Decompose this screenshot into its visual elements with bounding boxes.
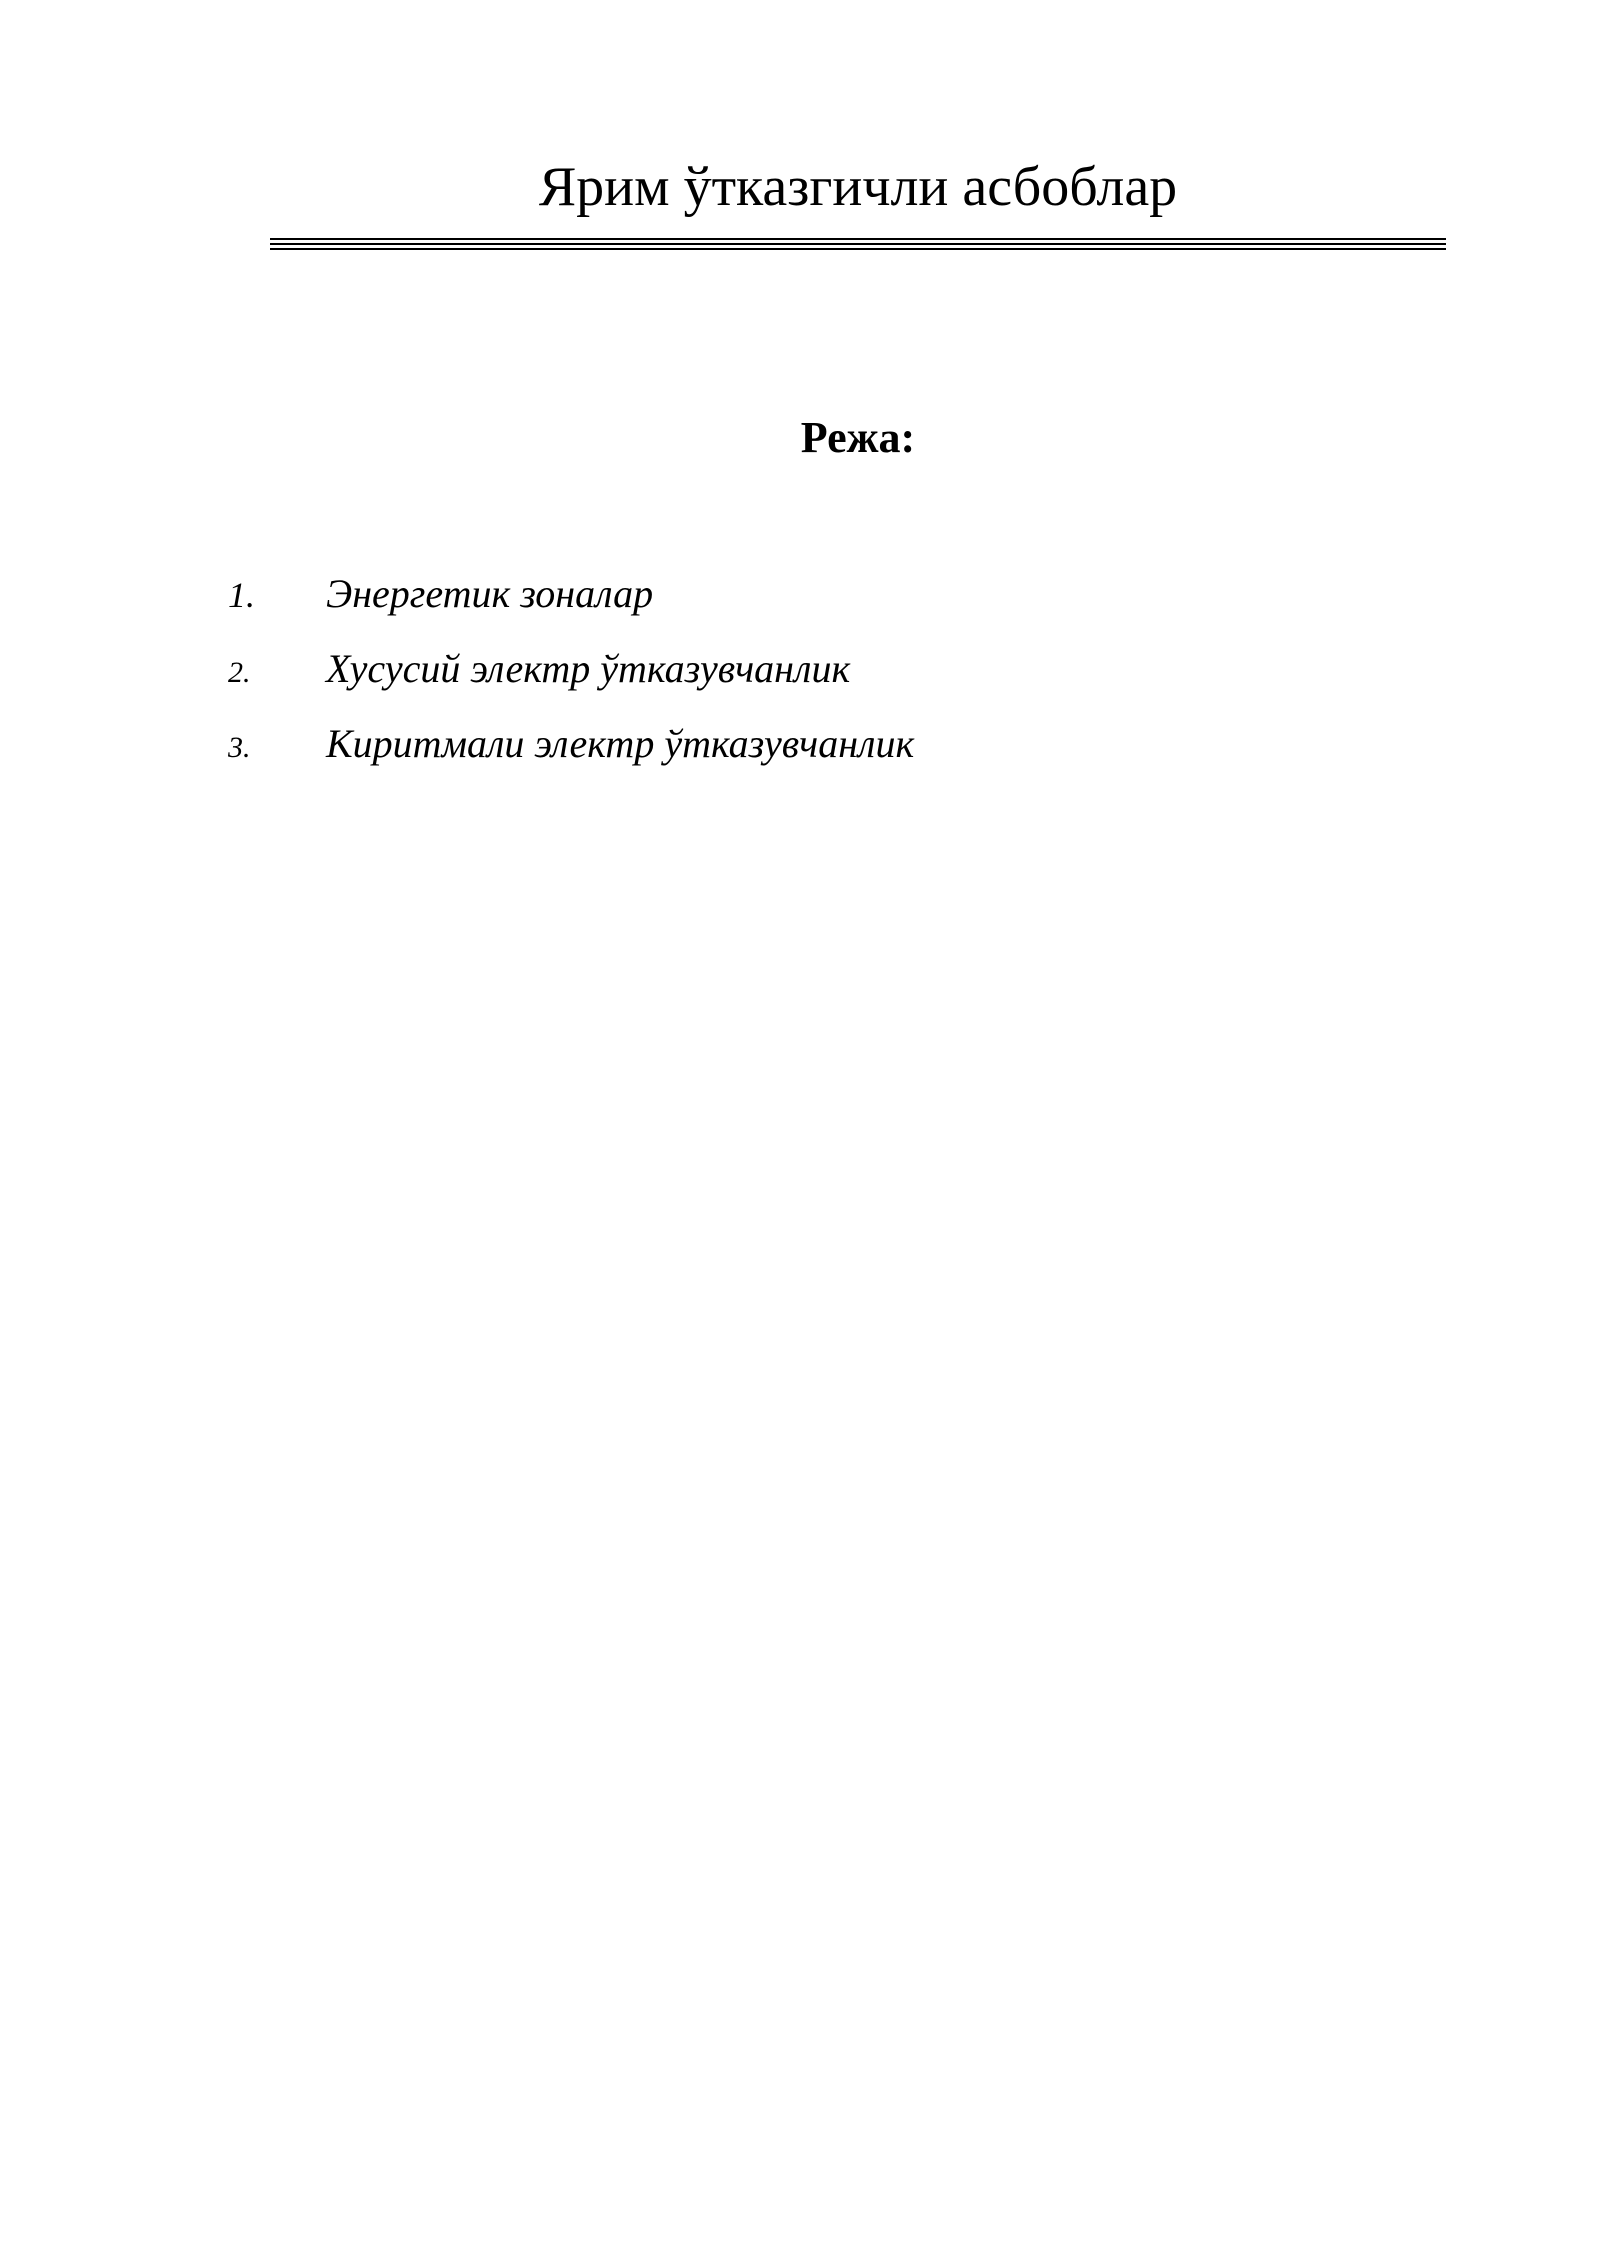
plan-item-text: Киритмали электр ўтказувчанлик: [326, 721, 915, 766]
title-underline-bottom: [270, 248, 1446, 250]
plan-item: [228, 568, 914, 643]
page-title: Ярим ўтказгичли асбоблар: [538, 156, 1178, 218]
plan-heading: Режа:: [800, 413, 916, 462]
plan-item-number: 1.: [228, 575, 255, 615]
title-underline-middle: [270, 243, 1446, 245]
plan-item-text: Энергетик зоналар: [326, 571, 654, 616]
title-underline-top: [270, 238, 1446, 240]
plan-item-number: 3.: [228, 731, 251, 764]
plan-item-text: Хусусий электр ўтказувчанлик: [326, 646, 851, 691]
plan-item: [228, 643, 914, 718]
plan-list: [228, 568, 914, 793]
plan-item-number: 2.: [228, 656, 251, 689]
plan-item: [228, 718, 914, 793]
